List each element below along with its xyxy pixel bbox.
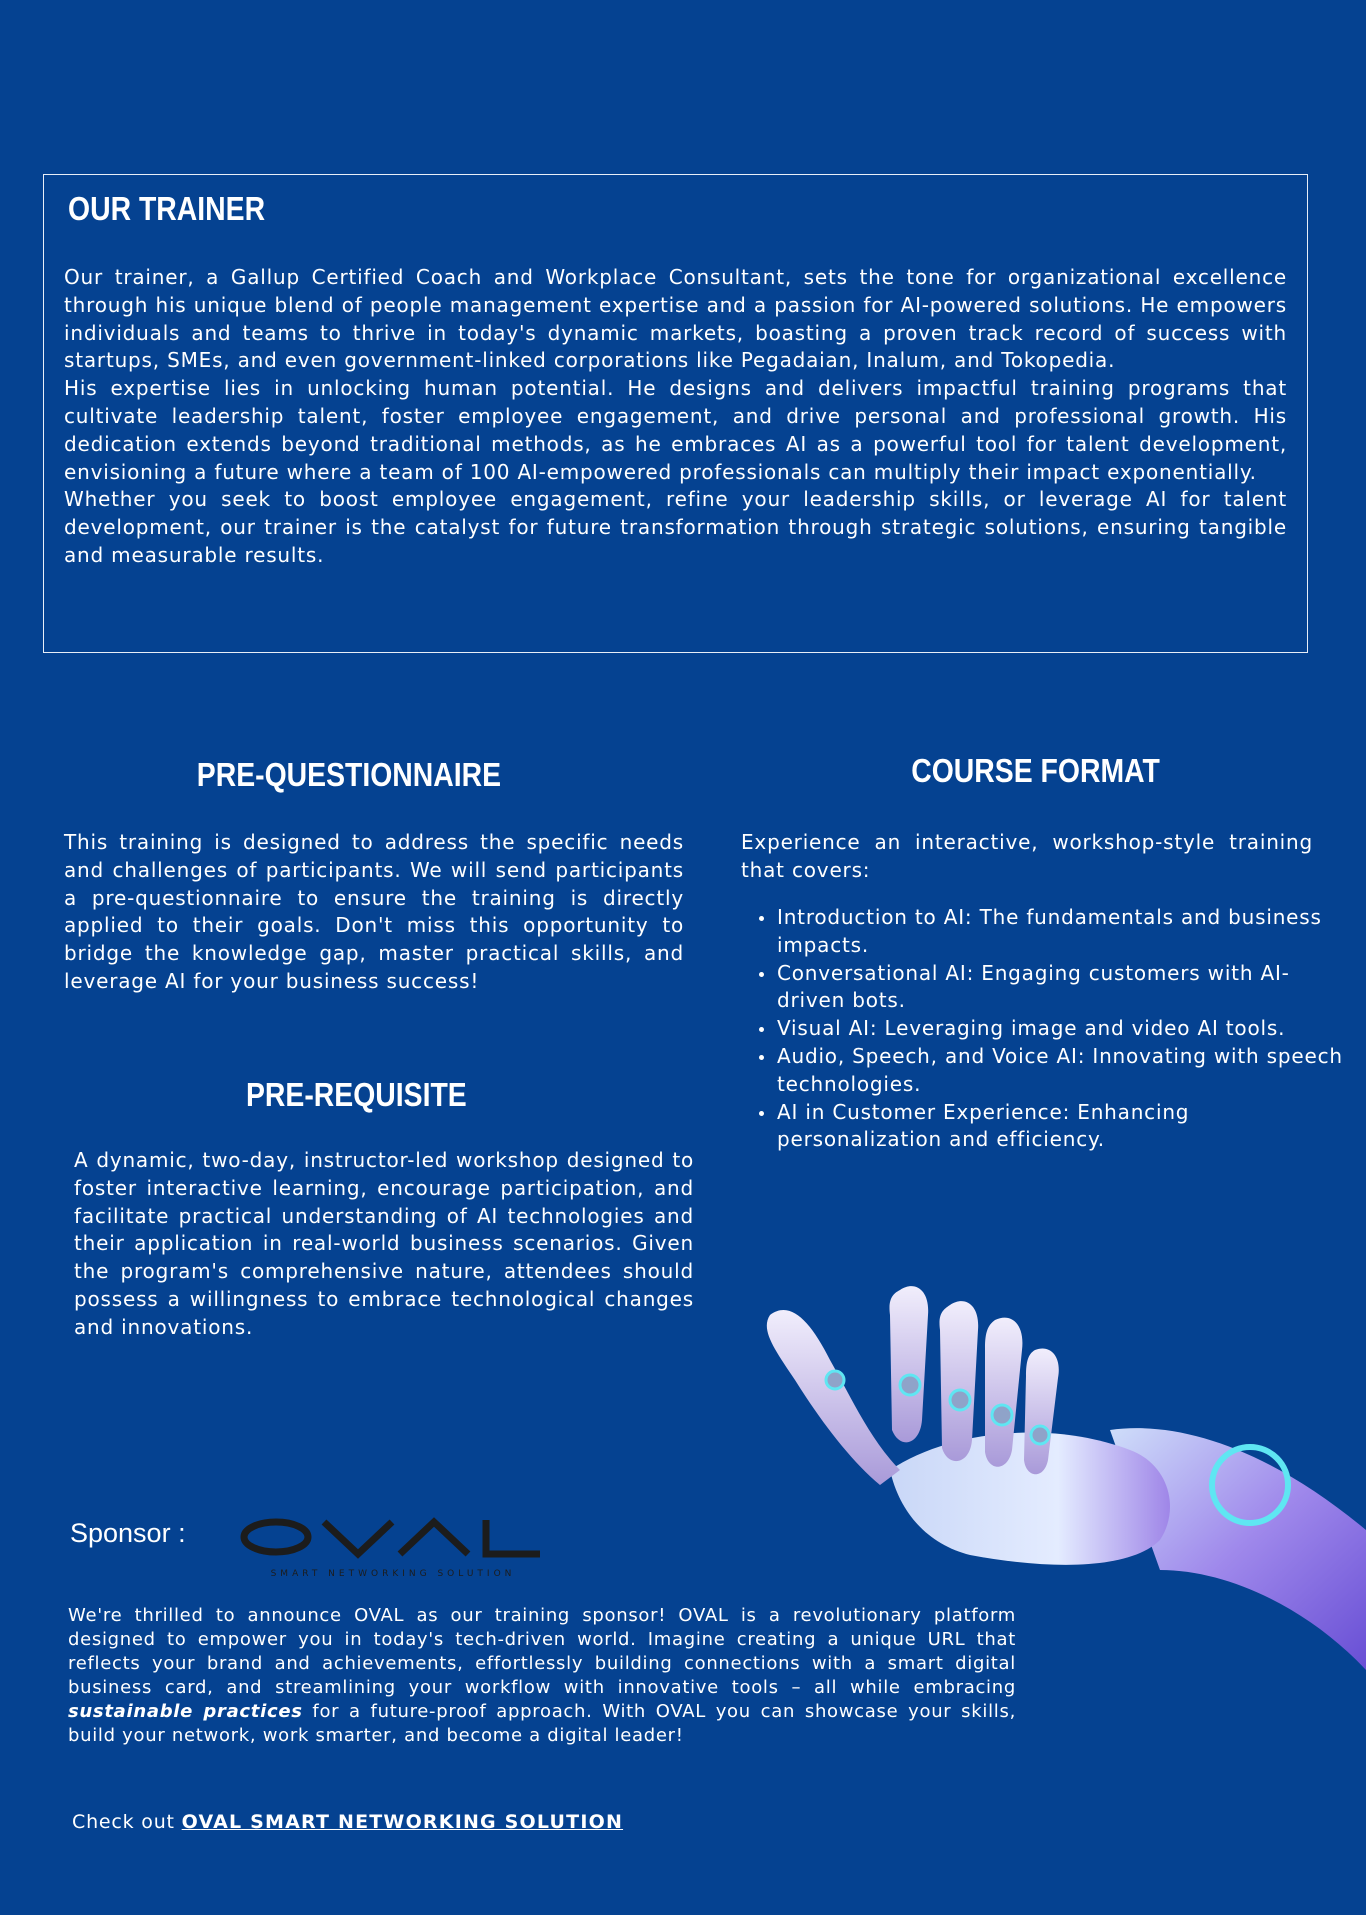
- list-item: Visual AI: Leveraging image and video AI tools.: [777, 1015, 1357, 1043]
- trainer-title: OUR TRAINER: [68, 190, 266, 227]
- course-format-list: [741, 904, 1357, 1154]
- course-format-title: COURSE FORMAT: [911, 752, 1161, 789]
- list-item: Conversational AI: Engaging customers with AI-driven bots.: [777, 960, 1357, 1016]
- course-format-intro: Experience an interactive, workshop-style training that covers:: [741, 830, 1313, 882]
- trainer-paragraph: Our trainer, a Gallup Certified Coach and Workplace Consultant, sets the tone for organizational excellence through his unique blend of people management expertise and a passion for AI-powered solutions. He empowers individuals and teams to thrive in today's dynamic markets, boasting a proven track record of success with startups, SMEs, and even government-linked corporations like Pegadaian, Inalum, and Tokopedia.: [64, 265, 1287, 373]
- oval-link[interactable]: OVAL SMART NETWORKING SOLUTION: [181, 1811, 624, 1833]
- pre-requisite-body: A dynamic, two-day, instructor-led workshop designed to foster interactive learning, encourage participation, and facilitate practical understanding of AI technologies and their application in real-world business scenarios. Given the program's comprehensive nature, attendees should possess a willingness to embrace technological changes and innovations.: [74, 1148, 694, 1339]
- pre-questionnaire-body: This training is designed to address the specific needs and challenges of participants. We will send participants a pre-questionnaire to ensure the training is directly applied to their goals. Don't miss this opportunity to bridge the knowledge gap, master practical skills, and leverage AI for your business success!: [64, 830, 684, 993]
- sponsor-emphasis: sustainable practices: [68, 1701, 303, 1722]
- pre-questionnaire-title: PRE-QUESTIONNAIRE: [196, 756, 502, 793]
- sponsor-text: for a future-proof approach. With OVAL you can showcase your skills, build your network, work smarter, and become a digital leader!: [68, 1701, 1016, 1746]
- check-out-line: [72, 1811, 623, 1833]
- trainer-description: [64, 264, 1287, 570]
- sponsor-text: We're thrilled to announce OVAL as our training sponsor! OVAL is a revolutionary platform designed to empower you in today's tech-driven world. Imagine creating a unique URL that reflects your brand and achievements, effortlessly building connections with a smart digital business card, and streamlining your workflow with innovative tools – all while embracing: [68, 1605, 1016, 1698]
- list-item: AI in Customer Experience: Enhancing personalization and efficiency.: [777, 1099, 1357, 1155]
- trainer-paragraph: His expertise lies in unlocking human potential. He designs and delivers impactful training programs that cultivate leadership talent, foster employee engagement, and drive personal and professional growth. His dedication extends beyond traditional methods, as he embraces AI as a powerful tool for talent development, envisioning a future where a team of 100 AI-empowered professionals can multiply their impact exponentially.: [64, 376, 1287, 484]
- sponsor-description: [68, 1604, 1016, 1748]
- oval-logo-tagline: SMART NETWORKING SOLUTION: [270, 1569, 516, 1579]
- list-item: Audio, Speech, and Voice AI: Innovating with speech technologies.: [777, 1043, 1357, 1099]
- check-out-prefix: Check out: [72, 1811, 182, 1833]
- pre-requisite-title: PRE-REQUISITE: [246, 1076, 467, 1113]
- trainer-paragraph: Whether you seek to boost employee engagement, refine your leadership skills, or leverage AI for talent development, our trainer is the catalyst for future transformation through strategic solutions, ensuring tangible and measurable results.: [64, 487, 1287, 567]
- list-item: Introduction to AI: The fundamentals and business impacts.: [777, 904, 1357, 960]
- sponsor-label: Sponsor :: [70, 1518, 186, 1548]
- oval-logo: [240, 1508, 546, 1583]
